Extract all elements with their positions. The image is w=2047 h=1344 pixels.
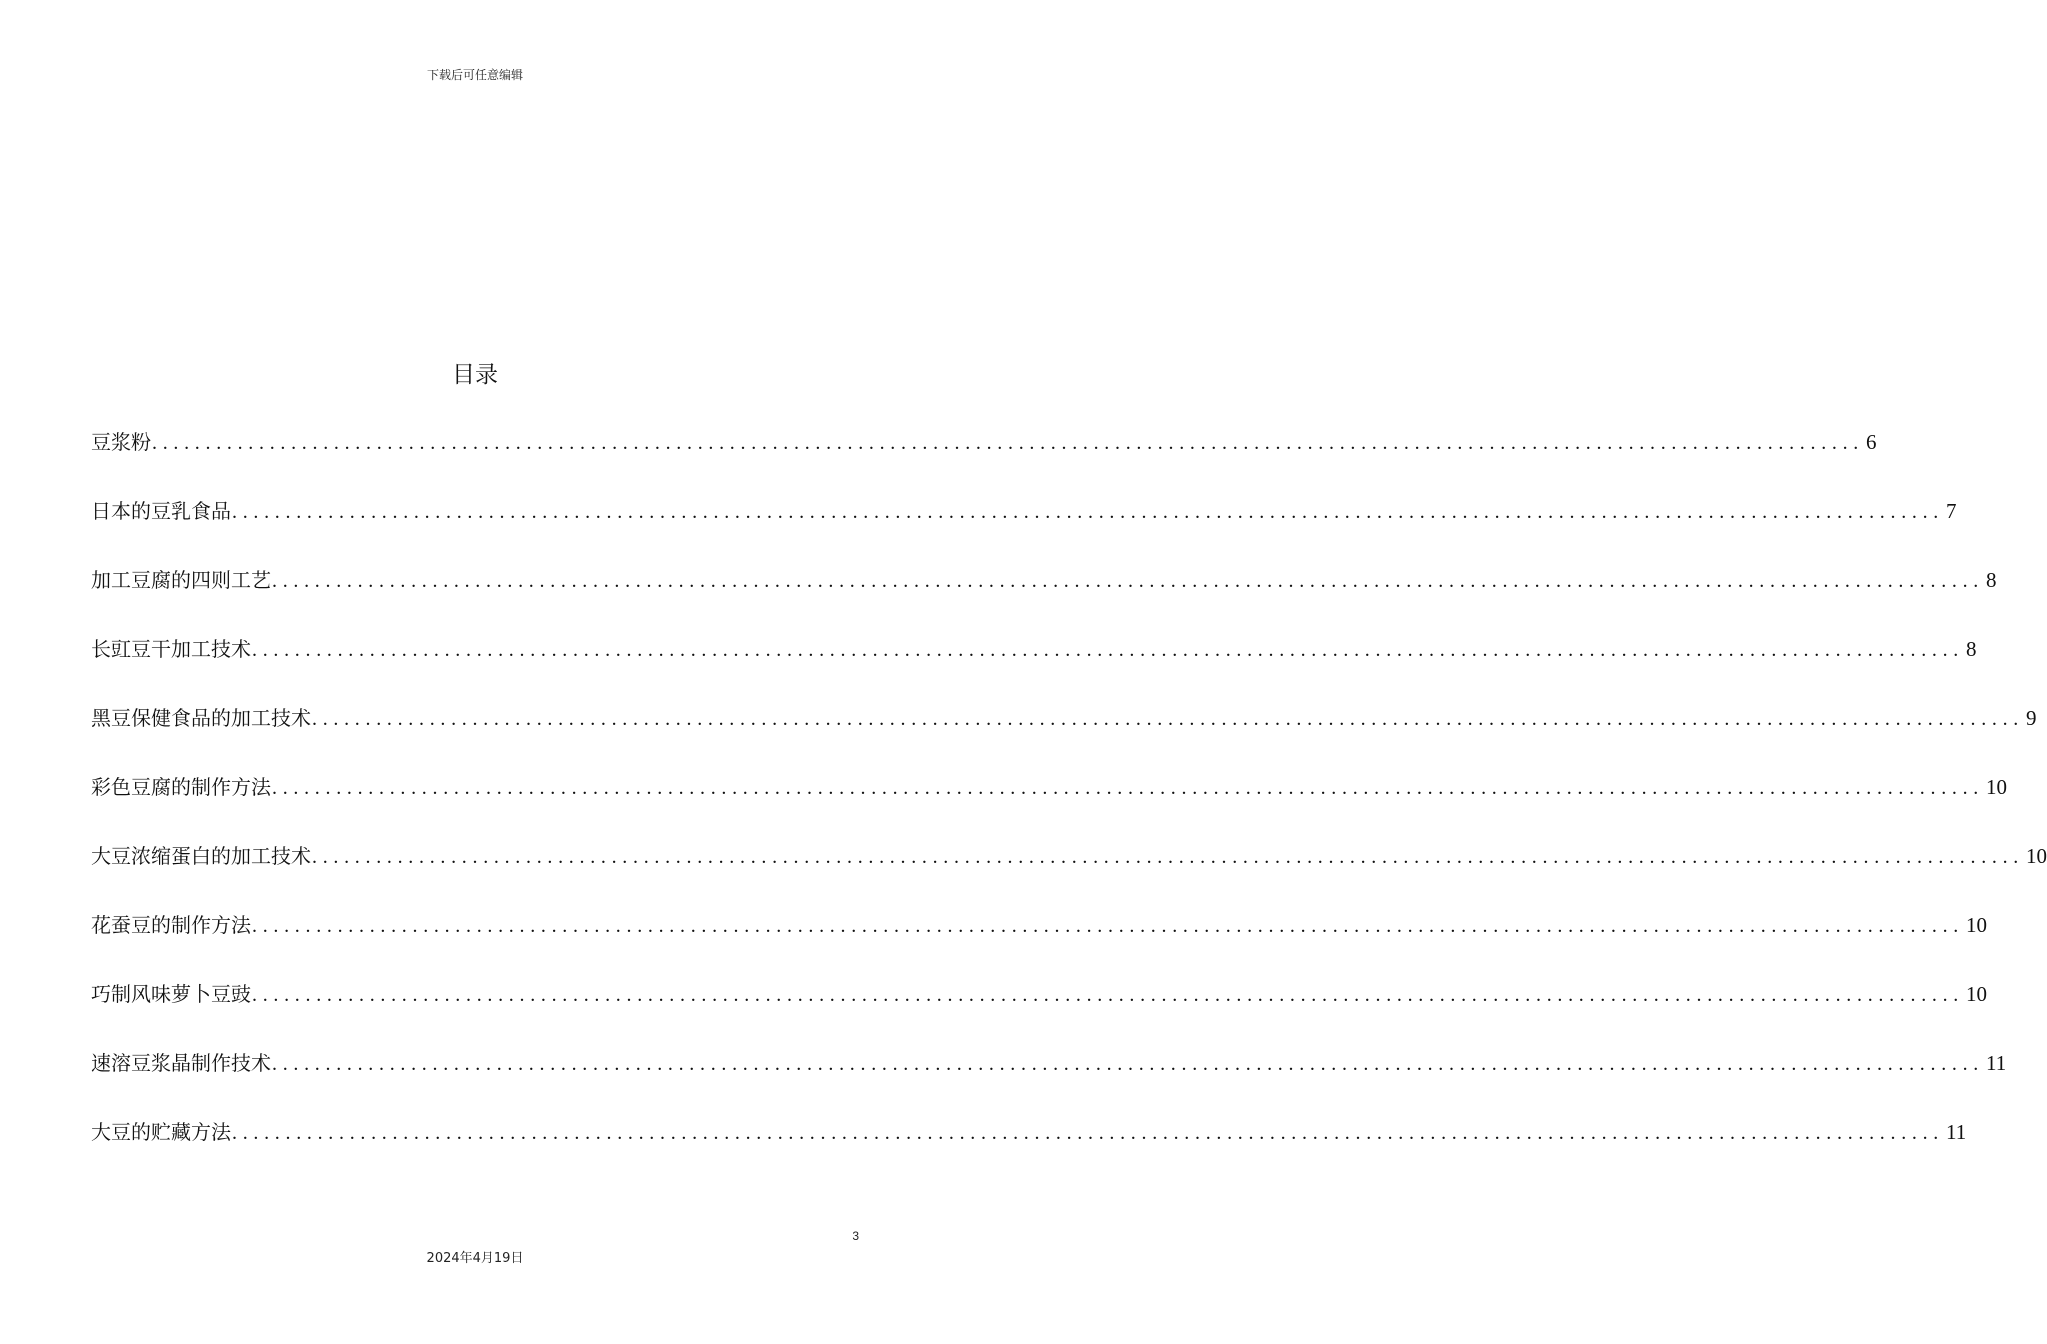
toc-leader-dots: ................................................................................................................................................................: [272, 570, 1984, 592]
toc-entry-title: 长豇豆干加工技术: [91, 637, 251, 661]
toc-entry[interactable]: [91, 770, 2007, 839]
toc-entry-title: 速溶豆浆晶制作技术: [91, 1051, 271, 1075]
toc-entry[interactable]: [91, 563, 1997, 632]
header-note: 下载后可任意编辑: [426, 68, 523, 82]
toc-entry-title: 大豆浓缩蛋白的加工技术: [91, 844, 311, 868]
toc-leader-dots: ................................................................................................................................................................: [272, 1053, 1984, 1075]
toc-page-number: 8: [1986, 568, 1997, 592]
toc-leader-dots: ................................................................................................................................................................: [232, 1122, 1944, 1144]
toc-entry-title: 大豆的贮藏方法: [91, 1120, 231, 1144]
toc-entry-title: 彩色豆腐的制作方法: [91, 775, 271, 799]
toc-entry[interactable]: [91, 701, 2037, 770]
toc-entry[interactable]: [91, 1046, 2007, 1115]
toc-page-number: 10: [2026, 844, 2047, 868]
toc-page-number: 11: [1946, 1120, 1967, 1144]
toc-page-number: 8: [1966, 637, 1977, 661]
toc-page-number: 10: [1986, 775, 2007, 799]
toc-page-number: 7: [1946, 499, 1957, 523]
toc-entry[interactable]: [91, 632, 1977, 701]
toc-page-number: 11: [1986, 1051, 2007, 1075]
toc-page-number: 10: [1966, 913, 1987, 937]
toc-entry-title: 日本的豆乳食品: [91, 499, 231, 523]
toc-leader-dots: ................................................................................................................................................................: [252, 639, 1964, 661]
toc-leader-dots: ................................................................................................................................................................: [252, 915, 1964, 937]
page-number: 3: [852, 1229, 859, 1243]
toc-title: 目录: [452, 362, 498, 388]
toc-leader-dots: ................................................................................................................................................................: [232, 501, 1944, 523]
toc-leader-dots: ................................................................................................................................................................: [252, 984, 1964, 1006]
toc-entry[interactable]: [91, 908, 1987, 977]
toc-leader-dots: ................................................................................................................................................................: [152, 432, 1864, 454]
toc-entry-title: 黑豆保健食品的加工技术: [91, 706, 311, 730]
toc-leader-dots: ................................................................................................................................................................: [312, 708, 2024, 730]
footer-date: 2024年4月19日: [426, 1251, 524, 1266]
toc-entry[interactable]: [91, 425, 1877, 494]
toc-entry[interactable]: [91, 494, 1957, 563]
toc-leader-dots: ................................................................................................................................................................: [272, 777, 1984, 799]
toc-entry-title: 花蚕豆的制作方法: [91, 913, 251, 937]
toc-entry-title: 豆浆粉: [91, 430, 151, 454]
toc-page-number: 9: [2026, 706, 2037, 730]
toc-entry[interactable]: [91, 839, 2047, 908]
toc-leader-dots: ................................................................................................................................................................: [312, 846, 2024, 868]
toc-page-number: 6: [1866, 430, 1877, 454]
table-of-contents: [91, 425, 2047, 1184]
toc-entry[interactable]: [91, 977, 1987, 1046]
toc-entry-title: 加工豆腐的四则工艺: [91, 568, 271, 592]
toc-page-number: 10: [1966, 982, 1987, 1006]
toc-entry[interactable]: [91, 1115, 1967, 1184]
toc-entry-title: 巧制风味萝卜豆豉: [91, 982, 251, 1006]
